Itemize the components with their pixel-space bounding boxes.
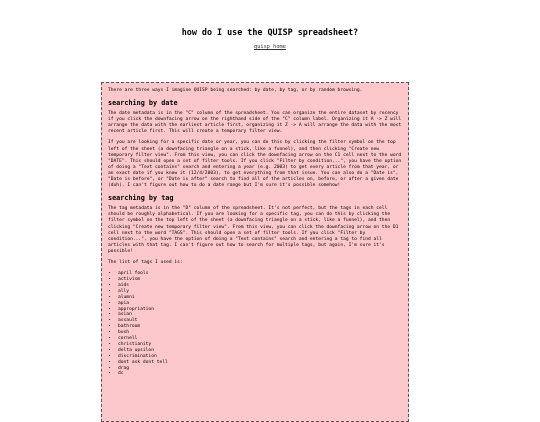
tag-list-item: • activism xyxy=(118,277,402,283)
date-paragraph-2: If you are looking for a specific date or year, you can do this by clicking the filter symbol on the top left of the sheet (a downfacing triangle on a stick, like a funnel), and then clicking "Create new temporary filter view". From this view, you can click the downfacing arrow on the C1 cell next to the word "DATE". This should open a set of filter tools. If you click "Filter by condition...", you have the option of doing a "Text contains" search and entering a year (e.g. 2003) to get every article from that year, or an exact date if you know it (12/4/2003), to get everything from that issue. You can also do a "Date is", "Date is before", or "Date is after" search to find all of the articles on, before, or after a given date (duh). I can't figure out how to do a date range but I'm sure it's possible somehow! xyxy=(108,140,402,189)
tag-list-item: • april fools xyxy=(118,271,402,277)
tag-list-item: • christianity xyxy=(118,342,402,348)
tag-list-item: • ally xyxy=(118,289,402,295)
tag-list-item: • dc xyxy=(118,371,402,377)
tag-list xyxy=(108,271,402,377)
tag-list-item: • appropriation xyxy=(118,307,402,313)
intro-paragraph: There are three ways I imagine QUISP being searched: by date, by tag, or by random browsing. xyxy=(108,88,363,93)
tag-list-item: • asian xyxy=(118,312,402,318)
tag-list-item: • delta upsilon xyxy=(118,348,402,354)
tag-list-item: • bush xyxy=(118,330,402,336)
tag-list-item: • discrimination xyxy=(118,354,402,360)
tag-list-item: • cornell xyxy=(118,336,402,342)
tag-section-heading: searching by tag xyxy=(108,194,174,203)
tag-list-intro: The list of tags I used is: xyxy=(108,259,183,265)
date-paragraph-1: The date metadata is in the "C" column of the spreadsheet. You can organize the entire dataset by recency if you click the downfacing arrow on the righthand side of the "C" column label. Organizing it A -> Z will arrange the data with the earliest article first, organizing it Z -> A will arrange the data with the most recent article first. This will create a temporary filter view. xyxy=(108,111,402,135)
home-link[interactable]: quisp home xyxy=(254,44,286,50)
tag-list-item: • assault xyxy=(118,318,402,324)
tag-list-item: • dont ask dont tell xyxy=(118,360,402,366)
tag-paragraph-1: The tag metadata is in the "D" column of the spreadsheet. It's not perfect, but the tags in each cell should be roughly alphabetical. If you are looking for a specific tag, you can do this by clicking the filter symbol on the top left of the sheet (a downfacing triangle on a stick, like a funnel), and then clicking "Create new temporary filter view". From this view, you can click the downfacing arrow on the D1 cell next to the word "TAGS". This should open a set of filter tools. If you click "Filter by condition...", you have the option of doing a "Text contains" search and entering a tag to find all articles with that tag. I can't figure out how to search for multiple tags, but again, I'm sure it's possible! xyxy=(108,206,399,254)
tag-list-item: • drag xyxy=(118,366,402,372)
tag-list-item: • bathroom xyxy=(118,324,402,330)
date-section-heading: searching by date xyxy=(108,99,178,108)
tag-list-item: • aids xyxy=(118,283,402,289)
page-title: how do I use the QUISP spreadsheet? xyxy=(181,27,359,37)
content-box xyxy=(101,82,409,422)
tag-list-item: • apia xyxy=(118,301,402,307)
tag-list-item: • alumni xyxy=(118,295,402,301)
